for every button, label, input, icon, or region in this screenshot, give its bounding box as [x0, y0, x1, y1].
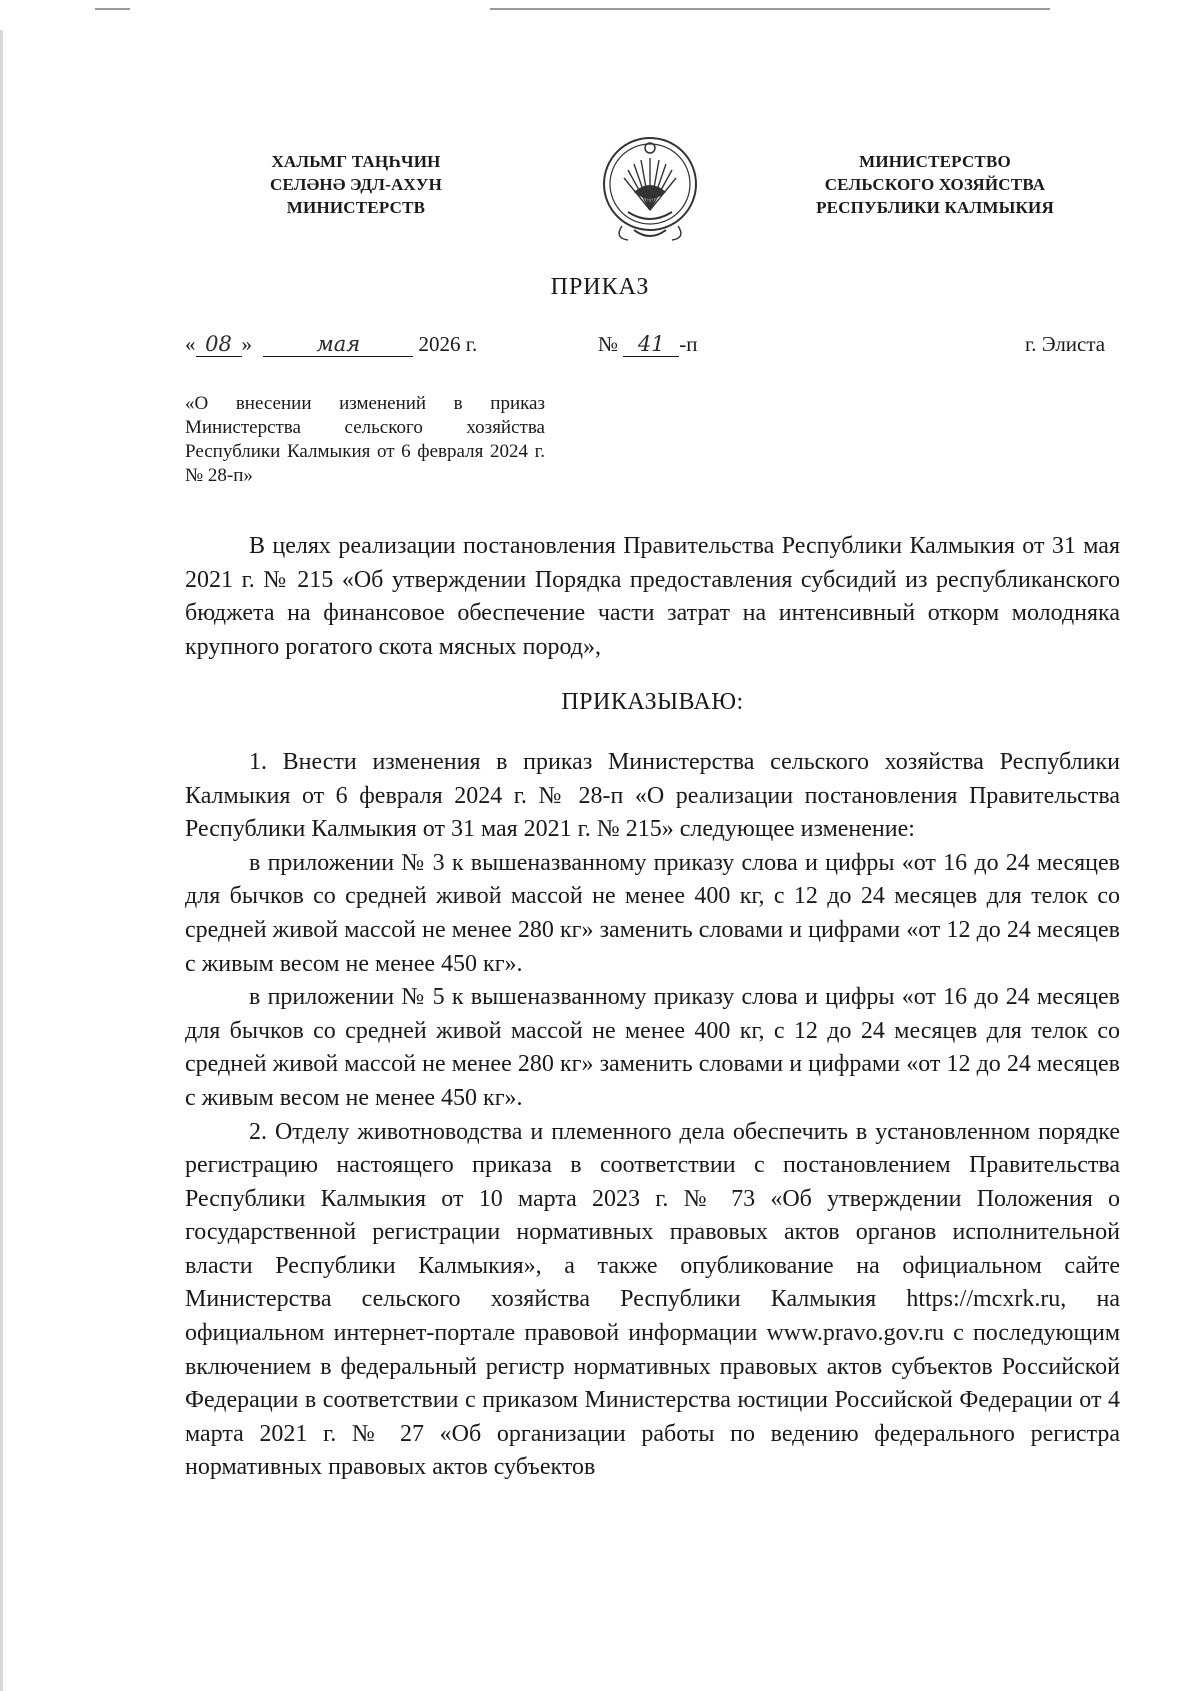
clause-paragraph: 1. Внести изменения в приказ Министерства сельского хозяйства Республики Калмыкия от 6 февраля 2024 г. № 28-п «О реализации постановления Правительства Республики Калмыкия от 31 мая 2021 г. № 215» следующее изменение: — [185, 748, 1120, 843]
order-date — [185, 332, 477, 362]
order-city: г. Элиста — [1025, 332, 1106, 356]
number-prefix: № — [598, 332, 619, 356]
clause-paragraph: в приложении № 5 к вышеназванному приказу слова и цифры «от 16 до 24 месяцев для бычков со средней живой массой не менее 400 кг, с 12 до 24 месяцев для телок со средней живой массой не менее 280 кг» заменить словами и цифрами «от 12 до 24 месяцев с живым весом не менее 450 кг». — [185, 984, 1120, 1111]
clause-paragraph: в приложении № 3 к вышеназванному приказу слова и цифры «от 16 до 24 месяцев для бычков со средней живой массой не менее 400 кг, с 12 до 24 месяцев для телок со средней живой массой не менее 280 кг» заменить словами и цифрами «от 12 до 24 месяцев с живым весом не менее 450 кг». — [185, 849, 1120, 977]
order-number — [598, 332, 698, 362]
scan-artifact-top-left — [95, 8, 130, 10]
order-word: ПРИКАЗЫВАЮ: — [561, 689, 744, 716]
scan-artifact-top-right — [490, 8, 1050, 10]
date-open-quote: « — [185, 332, 196, 356]
ministry-name-kalmyk-line: ХАЛЬМГ ТАҢҺЧИН — [271, 152, 441, 171]
order-body — [185, 530, 1120, 1485]
ministry-name-kalmyk-line: МИНИСТЕРСТВ — [286, 198, 426, 217]
date-close-quote: » — [241, 332, 252, 356]
number-value: 41 — [623, 332, 679, 357]
clause-paragraph: 2. Отделу животноводства и племенного дела обеспечить в установленном порядке регистрацию настоящего приказа в соответствии с постановлением Правительства Республики Калмыкия от 10 марта 2023 г. № 73 «Об утверждении Положения о государственной регистрации нормативных правовых актов органов исполнительной власти Республики Калмыкия», а также опубликование на официальном сайте Министерства сельского хозяйства Республики Калмыкия https://mcxrk.ru, на официальном интернет-портале правовой информации www.pravo.gov.ru с последующим включением в федеральный регистр нормативных правовых актов субъектов Российской Федерации в соответствии с приказом Министерства юстиции Российской Федерации от 4 марта 2021 г. № 27 «Об организации работы по ведению федерального регистра нормативных правовых актов субъектов — [185, 1118, 1120, 1481]
date-month: мая — [263, 332, 413, 357]
ministry-name-kalmyk — [236, 150, 476, 219]
number-suffix: -п — [679, 332, 698, 356]
ministry-name-russian-line: МИНИСТЕРСТВО — [859, 152, 1011, 171]
date-year: 2026 г. — [418, 332, 478, 356]
document-title: ПРИКАЗ — [550, 274, 650, 300]
ministry-name-russian — [790, 150, 1080, 219]
ministry-name-russian-line: РЕСПУБЛИКИ КАЛМЫКИЯ — [816, 198, 1054, 217]
ministry-name-russian-line: СЕЛЬСКОГО ХОЗЯЙСТВА — [824, 175, 1046, 194]
coat-of-arms-icon — [598, 130, 702, 246]
ministry-name-kalmyk-line: СЕЛӘНӘ ЭДЛ-АХУН — [269, 175, 443, 194]
intro-paragraph: В целях реализации постановления Правительства Республики Калмыкия от 31 мая 2021 г. № 215 «Об утверждении Порядка предоставления субсидий из республиканского бюджета на финансовое обеспечение части затрат на интенсивный откорм молодняка крупного рогатого скота мясных пород», — [185, 533, 1120, 660]
order-subject: «О внесении изменений в приказ Министерства сельского хозяйства Республики Калмыкия от 6 февраля 2024 г. № 28-п» — [185, 393, 545, 486]
date-day: 08 — [196, 332, 242, 357]
